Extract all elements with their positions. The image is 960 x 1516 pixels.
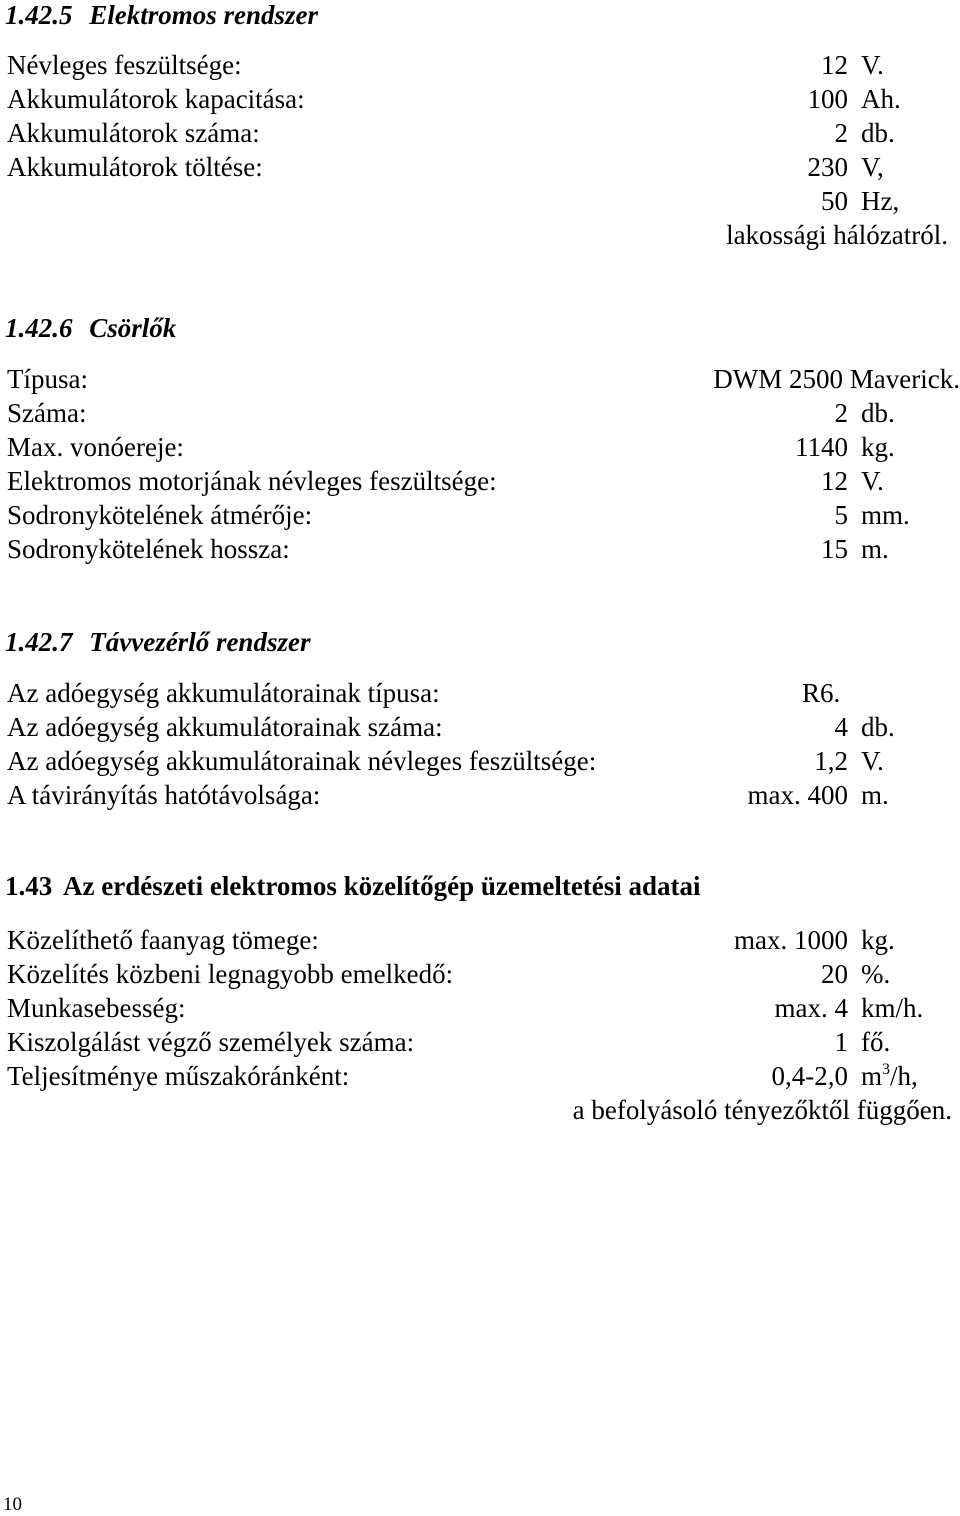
unit-base: m — [861, 1061, 883, 1091]
spec-row — [0, 398, 960, 432]
spec-row — [0, 1061, 960, 1095]
page-number: 10 — [3, 1494, 22, 1515]
spec-value: R6. — [802, 678, 841, 708]
section-number: 1.42.7 — [5, 627, 73, 657]
spec-value: 1140 — [795, 432, 848, 462]
spec-unit: km/h. — [861, 993, 924, 1023]
spec-row — [0, 534, 960, 568]
section-title: Elektromos rendszer — [89, 0, 319, 30]
spec-label: Max. vonóereje: — [7, 432, 184, 462]
spec-row — [0, 152, 960, 186]
spec-note-row — [0, 1095, 960, 1129]
spec-value: 100 — [807, 84, 848, 114]
spec-row — [0, 186, 960, 220]
spec-row — [0, 993, 960, 1027]
spec-row — [0, 500, 960, 534]
spec-row — [0, 432, 960, 466]
spec-value: 15 — [821, 534, 848, 564]
spec-label: Akkumulátorok töltése: — [7, 152, 263, 182]
spec-value: 12 — [821, 50, 848, 80]
spec-unit: mm. — [861, 500, 910, 530]
spec-value: 20 — [821, 959, 848, 989]
spec-unit: db. — [861, 118, 895, 148]
spec-note: lakossági hálózatról. — [726, 220, 948, 250]
section-heading-winches — [5, 313, 176, 344]
spec-label: Sodronykötelének hossza: — [7, 534, 290, 564]
section-title: Csörlők — [89, 313, 177, 343]
spec-label: Típusa: — [7, 364, 88, 394]
spec-label: Sodronykötelének átmérője: — [7, 500, 313, 530]
spec-unit: m. — [861, 534, 889, 564]
spec-label: Kiszolgálást végző személyek száma: — [7, 1027, 415, 1057]
spec-unit: kg. — [861, 432, 895, 462]
spec-label: Munkasebesség: — [7, 993, 186, 1023]
spec-unit: fő. — [861, 1027, 891, 1057]
spec-value: max. 400 — [747, 780, 848, 810]
spec-row — [0, 364, 960, 398]
spec-unit: db. — [861, 398, 895, 428]
spec-note: a befolyásoló tényezőktől függően. — [572, 1095, 952, 1125]
spec-label: Az adóegység akkumulátorainak száma: — [7, 712, 443, 742]
spec-label: Száma: — [7, 398, 87, 428]
spec-label: Az adóegység akkumulátorainak névleges feszültsége: — [7, 746, 597, 776]
spec-label: Akkumulátorok száma: — [7, 118, 260, 148]
spec-label: Az adóegység akkumulátorainak típusa: — [7, 678, 440, 708]
spec-row — [0, 780, 960, 814]
section-heading-operating-data — [5, 871, 701, 902]
unit-tail: /h, — [890, 1061, 918, 1091]
spec-unit: V. — [861, 746, 884, 776]
section-number: 1.42.6 — [5, 313, 73, 343]
section-number: 1.42.5 — [5, 0, 73, 30]
spec-unit: %. — [861, 959, 891, 989]
spec-value: 50 — [821, 186, 848, 216]
spec-value: 2 — [834, 398, 848, 428]
spec-label: Névleges feszültsége: — [7, 50, 242, 80]
spec-value: 0,4-2,0 — [771, 1061, 848, 1091]
spec-unit: kg. — [861, 925, 895, 955]
spec-row — [0, 746, 960, 780]
spec-label: Elektromos motorjának névleges feszültsége: — [7, 466, 497, 496]
section-title: Távvezérlő rendszer — [89, 627, 311, 657]
spec-row — [0, 118, 960, 152]
spec-value: 230 — [807, 152, 848, 182]
spec-unit: V. — [861, 50, 884, 80]
spec-unit: V, — [861, 152, 884, 182]
spec-value: 4 — [834, 712, 848, 742]
spec-row — [0, 1027, 960, 1061]
spec-unit: Ah. — [861, 84, 901, 114]
spec-unit: db. — [861, 712, 895, 742]
spec-row — [0, 466, 960, 500]
spec-value: max. 1000 — [734, 925, 848, 955]
spec-label: Teljesítménye műszakóránként: — [7, 1061, 350, 1091]
spec-value: 5 — [834, 500, 848, 530]
spec-row — [0, 50, 960, 84]
spec-value: 2 — [834, 118, 848, 148]
section-title: Az erdészeti elektromos közelítőgép üzemeltetési adatai — [63, 871, 701, 901]
spec-value: 12 — [821, 466, 848, 496]
spec-row — [0, 84, 960, 118]
spec-row — [0, 678, 960, 712]
spec-note-row — [0, 220, 960, 254]
spec-label: Akkumulátorok kapacitása: — [7, 84, 305, 114]
section-number: 1.43 — [5, 871, 53, 901]
spec-label: Közelíthető faanyag tömege: — [7, 925, 319, 955]
spec-unit: V. — [861, 466, 884, 496]
section-heading-electrical — [5, 0, 318, 31]
section-heading-remote-control — [5, 627, 310, 658]
spec-unit — [861, 1061, 918, 1092]
spec-value: max. 4 — [774, 993, 848, 1023]
unit-exponent: 3 — [882, 1061, 891, 1078]
spec-label: A távirányítás hatótávolsága: — [7, 780, 321, 810]
spec-unit: m. — [861, 780, 889, 810]
spec-row — [0, 959, 960, 993]
spec-row — [0, 712, 960, 746]
spec-value: 1,2 — [814, 746, 848, 776]
spec-value: DWM 2500 Maverick. — [713, 364, 960, 394]
spec-label: Közelítés közbeni legnagyobb emelkedő: — [7, 959, 454, 989]
spec-unit: Hz, — [861, 186, 900, 216]
spec-row — [0, 925, 960, 959]
spec-value: 1 — [834, 1027, 848, 1057]
